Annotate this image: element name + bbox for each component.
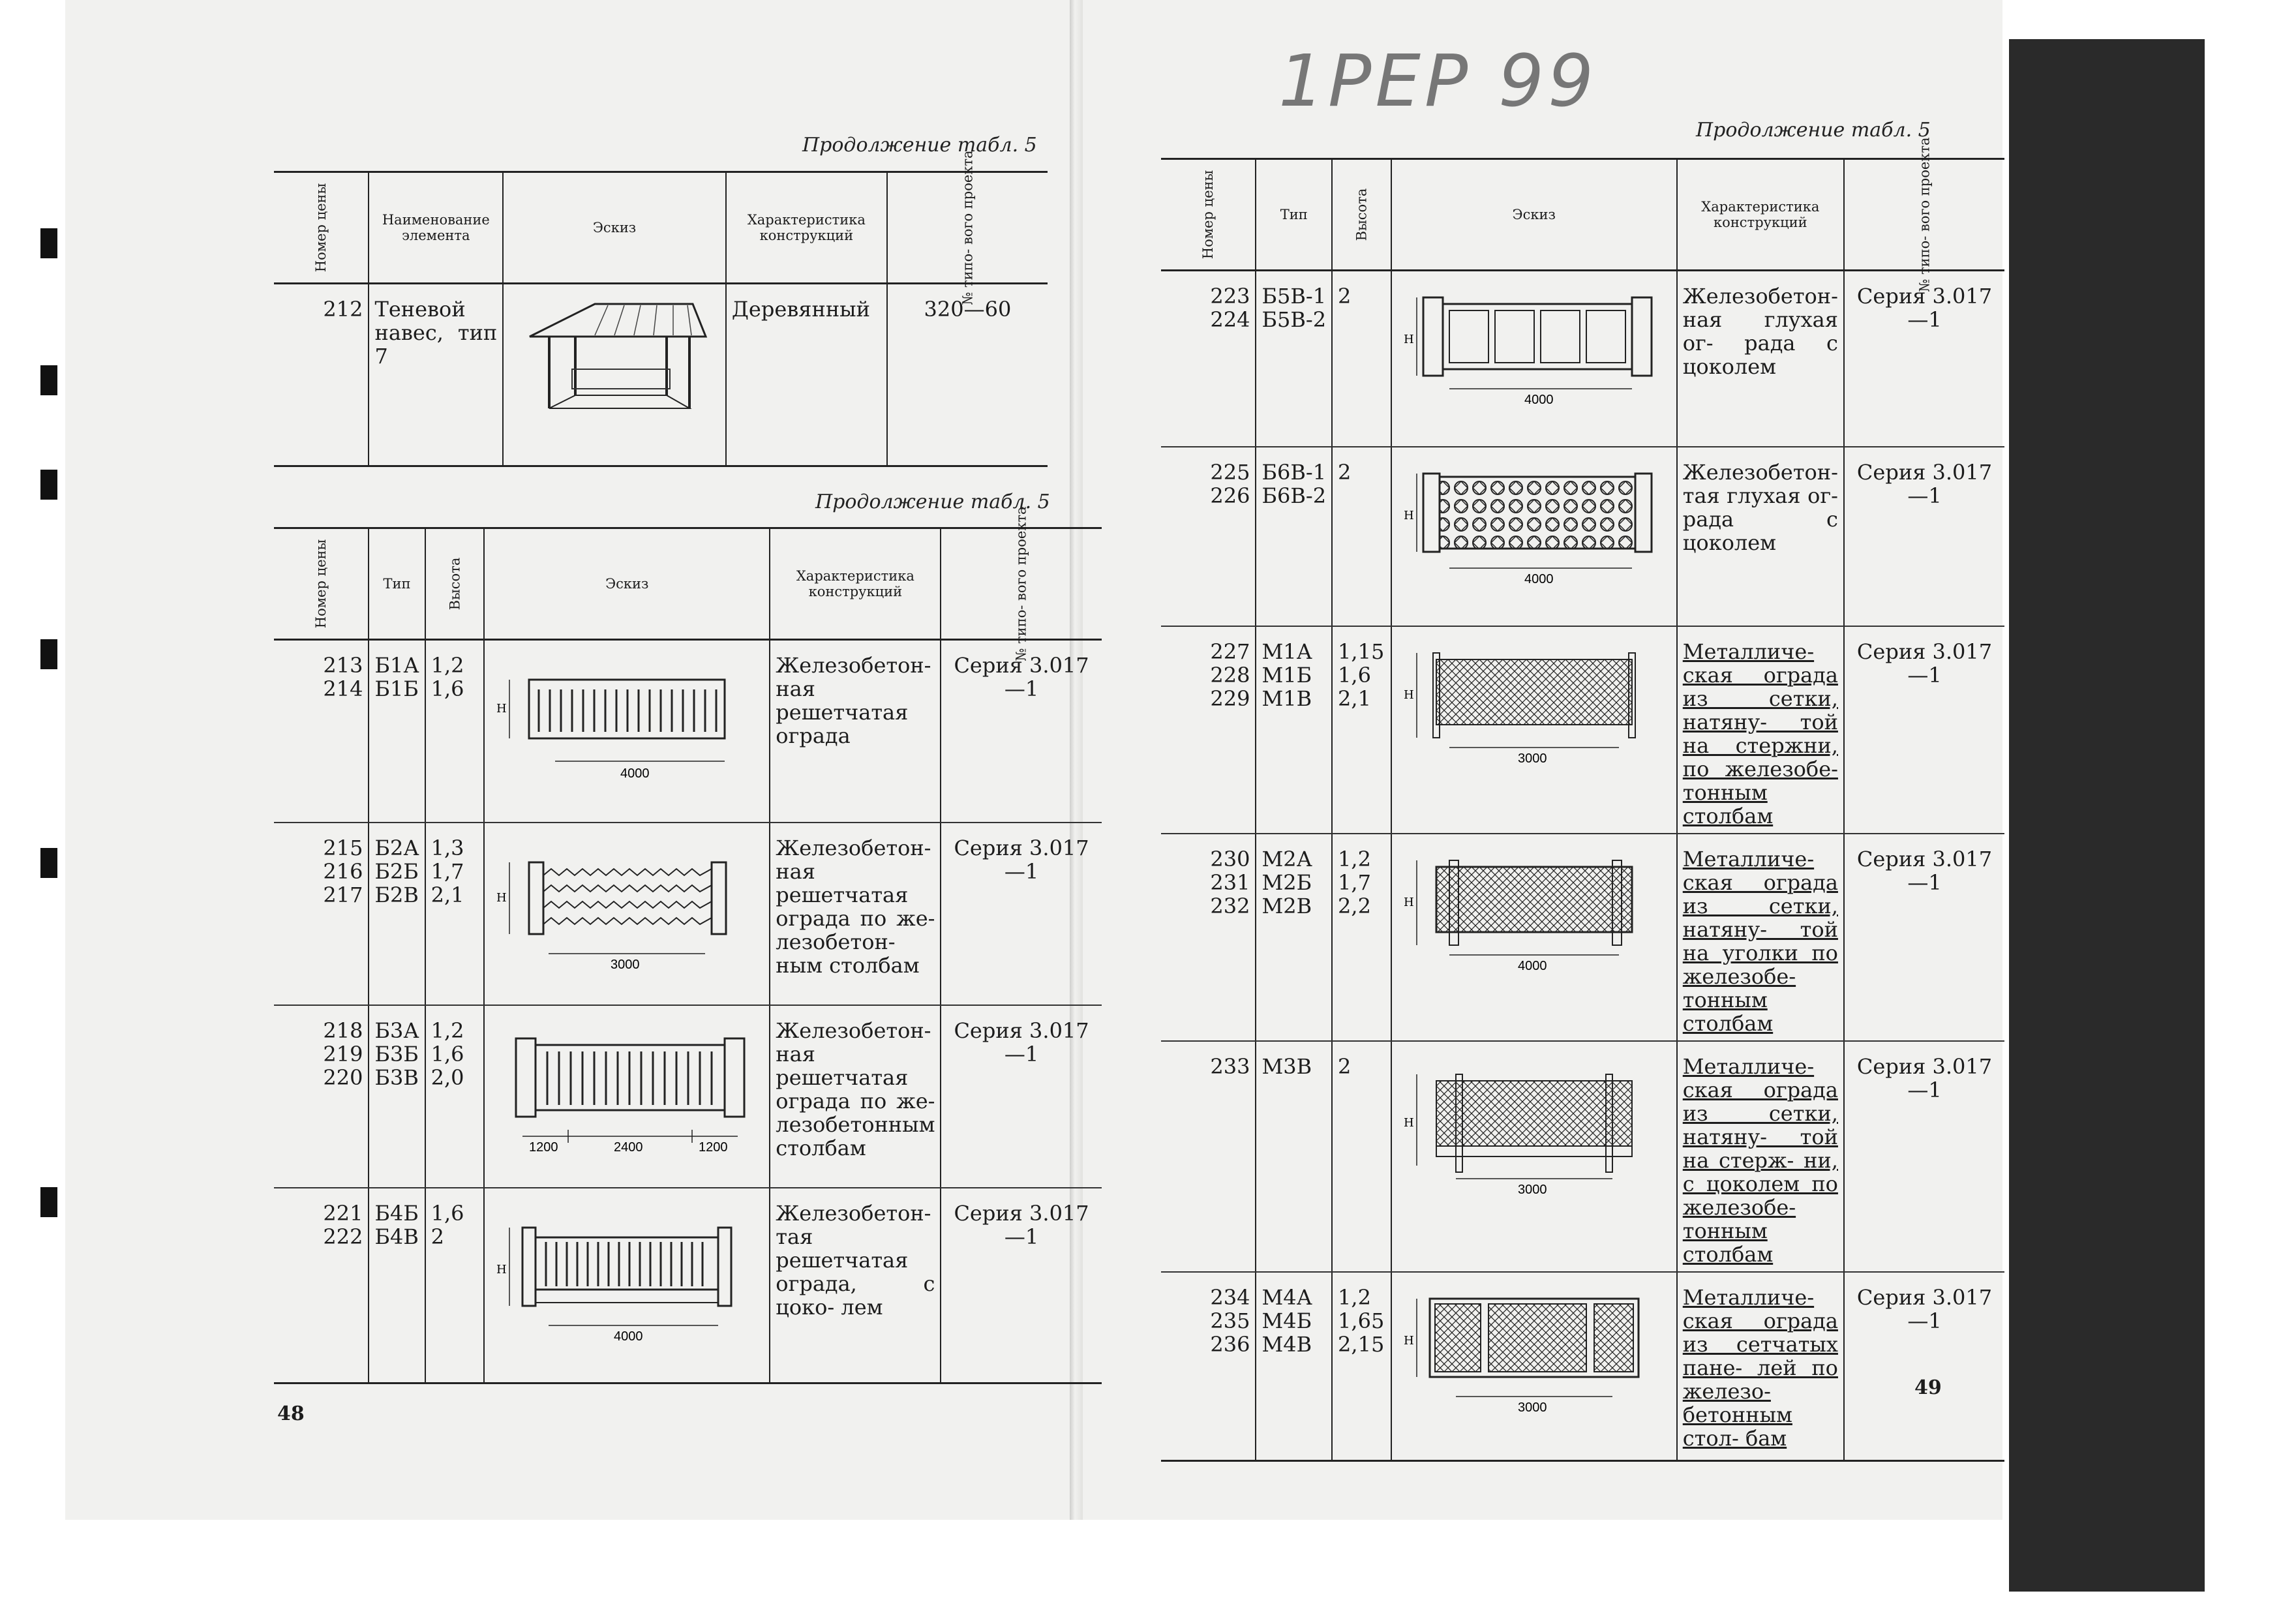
table-row (1161, 447, 2004, 626)
row-numbers: 223 224 (1161, 271, 1256, 447)
row-types: М4А М4Б М4В (1256, 1272, 1332, 1461)
fence-sketch-b2 (484, 823, 770, 1005)
row-heights: 1,2 1,6 (425, 640, 485, 823)
header-project: № типо- вого проекта (941, 528, 1101, 640)
row-project: 320—60 (887, 284, 1048, 466)
row-characteristic: Железобетон- ная решетчатая ограда по же- лезобетон- ным столбам (770, 823, 941, 1005)
row-project: Серия 3.017—1 (941, 1005, 1101, 1188)
row-heights: 2 (1332, 1041, 1391, 1272)
row-project: Серия 3.017—1 (941, 1188, 1101, 1383)
svg-text:Н: Н (1403, 1115, 1414, 1130)
row-number: 212 (274, 284, 369, 466)
row-types: Б6В-1 Б6В-2 (1256, 447, 1332, 626)
fence-sketch-b5 (1391, 271, 1677, 447)
row-characteristic: Железобетон- ная глухая ог- рада с цоколем (1677, 271, 1844, 447)
table-row (274, 1005, 1102, 1188)
table-row (274, 284, 1048, 466)
row-name: Теневой навес, тип 7 (369, 284, 503, 466)
row-project: Серия 3.017—1 (941, 823, 1101, 1005)
table-fences-right (1161, 137, 2004, 1462)
page-number-left: 48 (277, 1402, 305, 1425)
svg-text:Н: Н (496, 702, 507, 716)
row-characteristic: Железобетон- ная решетчатая ограда (770, 640, 941, 823)
row-numbers: 234 235 236 (1161, 1272, 1256, 1461)
row-heights: 2 (1332, 271, 1391, 447)
row-heights: 1,3 1,7 2,1 (425, 823, 485, 1005)
svg-text:Н: Н (1403, 1333, 1414, 1348)
svg-text:4000: 4000 (1517, 958, 1547, 973)
header-sketch: Эскиз (1391, 159, 1677, 271)
row-heights: 1,2 1,7 2,2 (1332, 834, 1391, 1041)
header-number: Номер цены (274, 172, 369, 284)
continuation-label: Продолжение табл. 5 (802, 134, 1037, 157)
row-types: Б3А Б3Б Б3В (369, 1005, 425, 1188)
row-types: Б5В-1 Б5В-2 (1256, 271, 1332, 447)
svg-text:Н: Н (1403, 508, 1414, 522)
row-heights: 1,2 1,65 2,15 (1332, 1272, 1391, 1461)
continuation-label: Продолжение табл. 5 (815, 491, 1050, 513)
row-characteristic: Железобетон- ная решетчатая ограда по же- лезобетонным столбам (770, 1005, 941, 1188)
row-heights: 1,15 1,6 2,1 (1332, 626, 1391, 834)
header-type: Тип (1256, 159, 1332, 271)
header-sketch: Эскиз (503, 172, 726, 284)
row-numbers: 221 222 (274, 1188, 369, 1383)
row-heights: 2 (1332, 447, 1391, 626)
row-numbers: 233 (1161, 1041, 1256, 1272)
continuation-label: Продолжение табл. 5 (1696, 119, 1931, 142)
svg-text:3000: 3000 (611, 957, 640, 972)
page-number-right: 49 (1914, 1376, 1942, 1399)
svg-text:3000: 3000 (1517, 1182, 1547, 1197)
svg-text:3000: 3000 (1517, 1400, 1547, 1415)
row-characteristic: Металличе- ская ограда из сетки, натяну- той на уголки по железобе- тонным столбам (1677, 834, 1844, 1041)
row-project: Серия 3.017—1 (1844, 1272, 2004, 1461)
svg-text:1200: 1200 (529, 1140, 558, 1155)
row-characteristic: Металличе- ская ограда из сетчатых пане- лей по железо- бетонным стол- бам (1677, 1272, 1844, 1461)
table-row (1161, 1272, 2004, 1461)
row-characteristic: Деревянный (726, 284, 887, 466)
svg-text:4000: 4000 (1524, 393, 1554, 407)
svg-text:1200: 1200 (699, 1140, 728, 1155)
svg-text:3000: 3000 (1517, 751, 1547, 766)
header-characteristic: Характеристика конструкций (770, 528, 941, 640)
row-types: Б1А Б1Б (369, 640, 425, 823)
row-numbers: 218 219 220 (274, 1005, 369, 1188)
table-row (1161, 1041, 2004, 1272)
svg-text:4000: 4000 (620, 766, 650, 781)
row-numbers: 213 214 (274, 640, 369, 823)
header-characteristic: Характеристика конструкций (726, 172, 887, 284)
row-project: Серия 3.017—1 (1844, 1041, 2004, 1272)
row-heights: 1,2 1,6 2,0 (425, 1005, 485, 1188)
table-212 (274, 150, 1048, 467)
svg-text:Н: Н (496, 890, 507, 905)
row-numbers: 225 226 (1161, 447, 1256, 626)
fence-sketch-m2 (1391, 834, 1677, 1041)
fence-sketch-b3 (484, 1005, 770, 1188)
fence-sketch-m3 (1391, 1041, 1677, 1272)
row-types: М3В (1256, 1041, 1332, 1272)
svg-text:Н: Н (1403, 333, 1414, 346)
row-numbers: 215 216 217 (274, 823, 369, 1005)
table-row (274, 640, 1102, 823)
row-characteristic: Металличе- ская ограда из сетки, натяну- той на стержни, по железобе- тонным столбам (1677, 626, 1844, 834)
scanner-background (2009, 39, 2205, 1592)
svg-text:Н: Н (1403, 688, 1414, 702)
row-types: Б2А Б2Б Б2В (369, 823, 425, 1005)
row-project: Серия 3.017—1 (1844, 626, 2004, 834)
row-numbers: 230 231 232 (1161, 834, 1256, 1041)
header-characteristic: Характеристика конструкций (1677, 159, 1844, 271)
row-characteristic: Железобетон- тая решетчатая ограда, с цоко- лем (770, 1188, 941, 1383)
table-row (274, 823, 1102, 1005)
canopy-sketch (503, 284, 726, 466)
header-sketch: Эскиз (484, 528, 770, 640)
fence-sketch-m1 (1391, 626, 1677, 834)
header-type: Тип (369, 528, 425, 640)
header-name: Наименование элемента (369, 172, 503, 284)
fence-sketch-m4 (1391, 1272, 1677, 1461)
fence-sketch-b6 (1391, 447, 1677, 626)
row-numbers: 227 228 229 (1161, 626, 1256, 834)
svg-text:Н: Н (496, 1262, 507, 1277)
table-fences-b (274, 506, 1102, 1384)
handwritten-note: 1РЕР 99 (1278, 39, 1598, 123)
row-heights: 1,6 2 (425, 1188, 485, 1383)
table-row (1161, 271, 2004, 447)
table-row (1161, 626, 2004, 834)
row-types: М2А М2Б М2В (1256, 834, 1332, 1041)
header-project: № типо- вого проекта (887, 172, 1048, 284)
row-project: Серия 3.017—1 (1844, 271, 2004, 447)
header-number: Номер цены (1161, 159, 1256, 271)
svg-text:2400: 2400 (614, 1140, 643, 1155)
svg-text:Н: Н (1403, 895, 1414, 909)
svg-text:4000: 4000 (614, 1329, 643, 1344)
fence-sketch-b4 (484, 1188, 770, 1383)
fence-sketch-b1 (484, 640, 770, 823)
row-project: Серия 3.017—1 (1844, 834, 2004, 1041)
row-characteristic: Металличе- ская ограда из сетки, натяну- той на стерж- ни, с цоколем по железобе- тонным столбам (1677, 1041, 1844, 1272)
header-height: Высота (1332, 159, 1391, 271)
row-types: М1А М1Б М1В (1256, 626, 1332, 834)
header-height: Высота (425, 528, 485, 640)
svg-text:4000: 4000 (1524, 571, 1554, 586)
table-row (1161, 834, 2004, 1041)
row-project: Серия 3.017—1 (941, 640, 1101, 823)
row-project: Серия 3.017—1 (1844, 447, 2004, 626)
scan-margin (0, 0, 65, 1602)
table-row (274, 1188, 1102, 1383)
row-types: Б4Б Б4В (369, 1188, 425, 1383)
header-number: Номер цены (274, 528, 369, 640)
header-project: № типо- вого проекта (1844, 159, 2004, 271)
row-characteristic: Железобетон- тая глухая ог- рада с цоколем (1677, 447, 1844, 626)
